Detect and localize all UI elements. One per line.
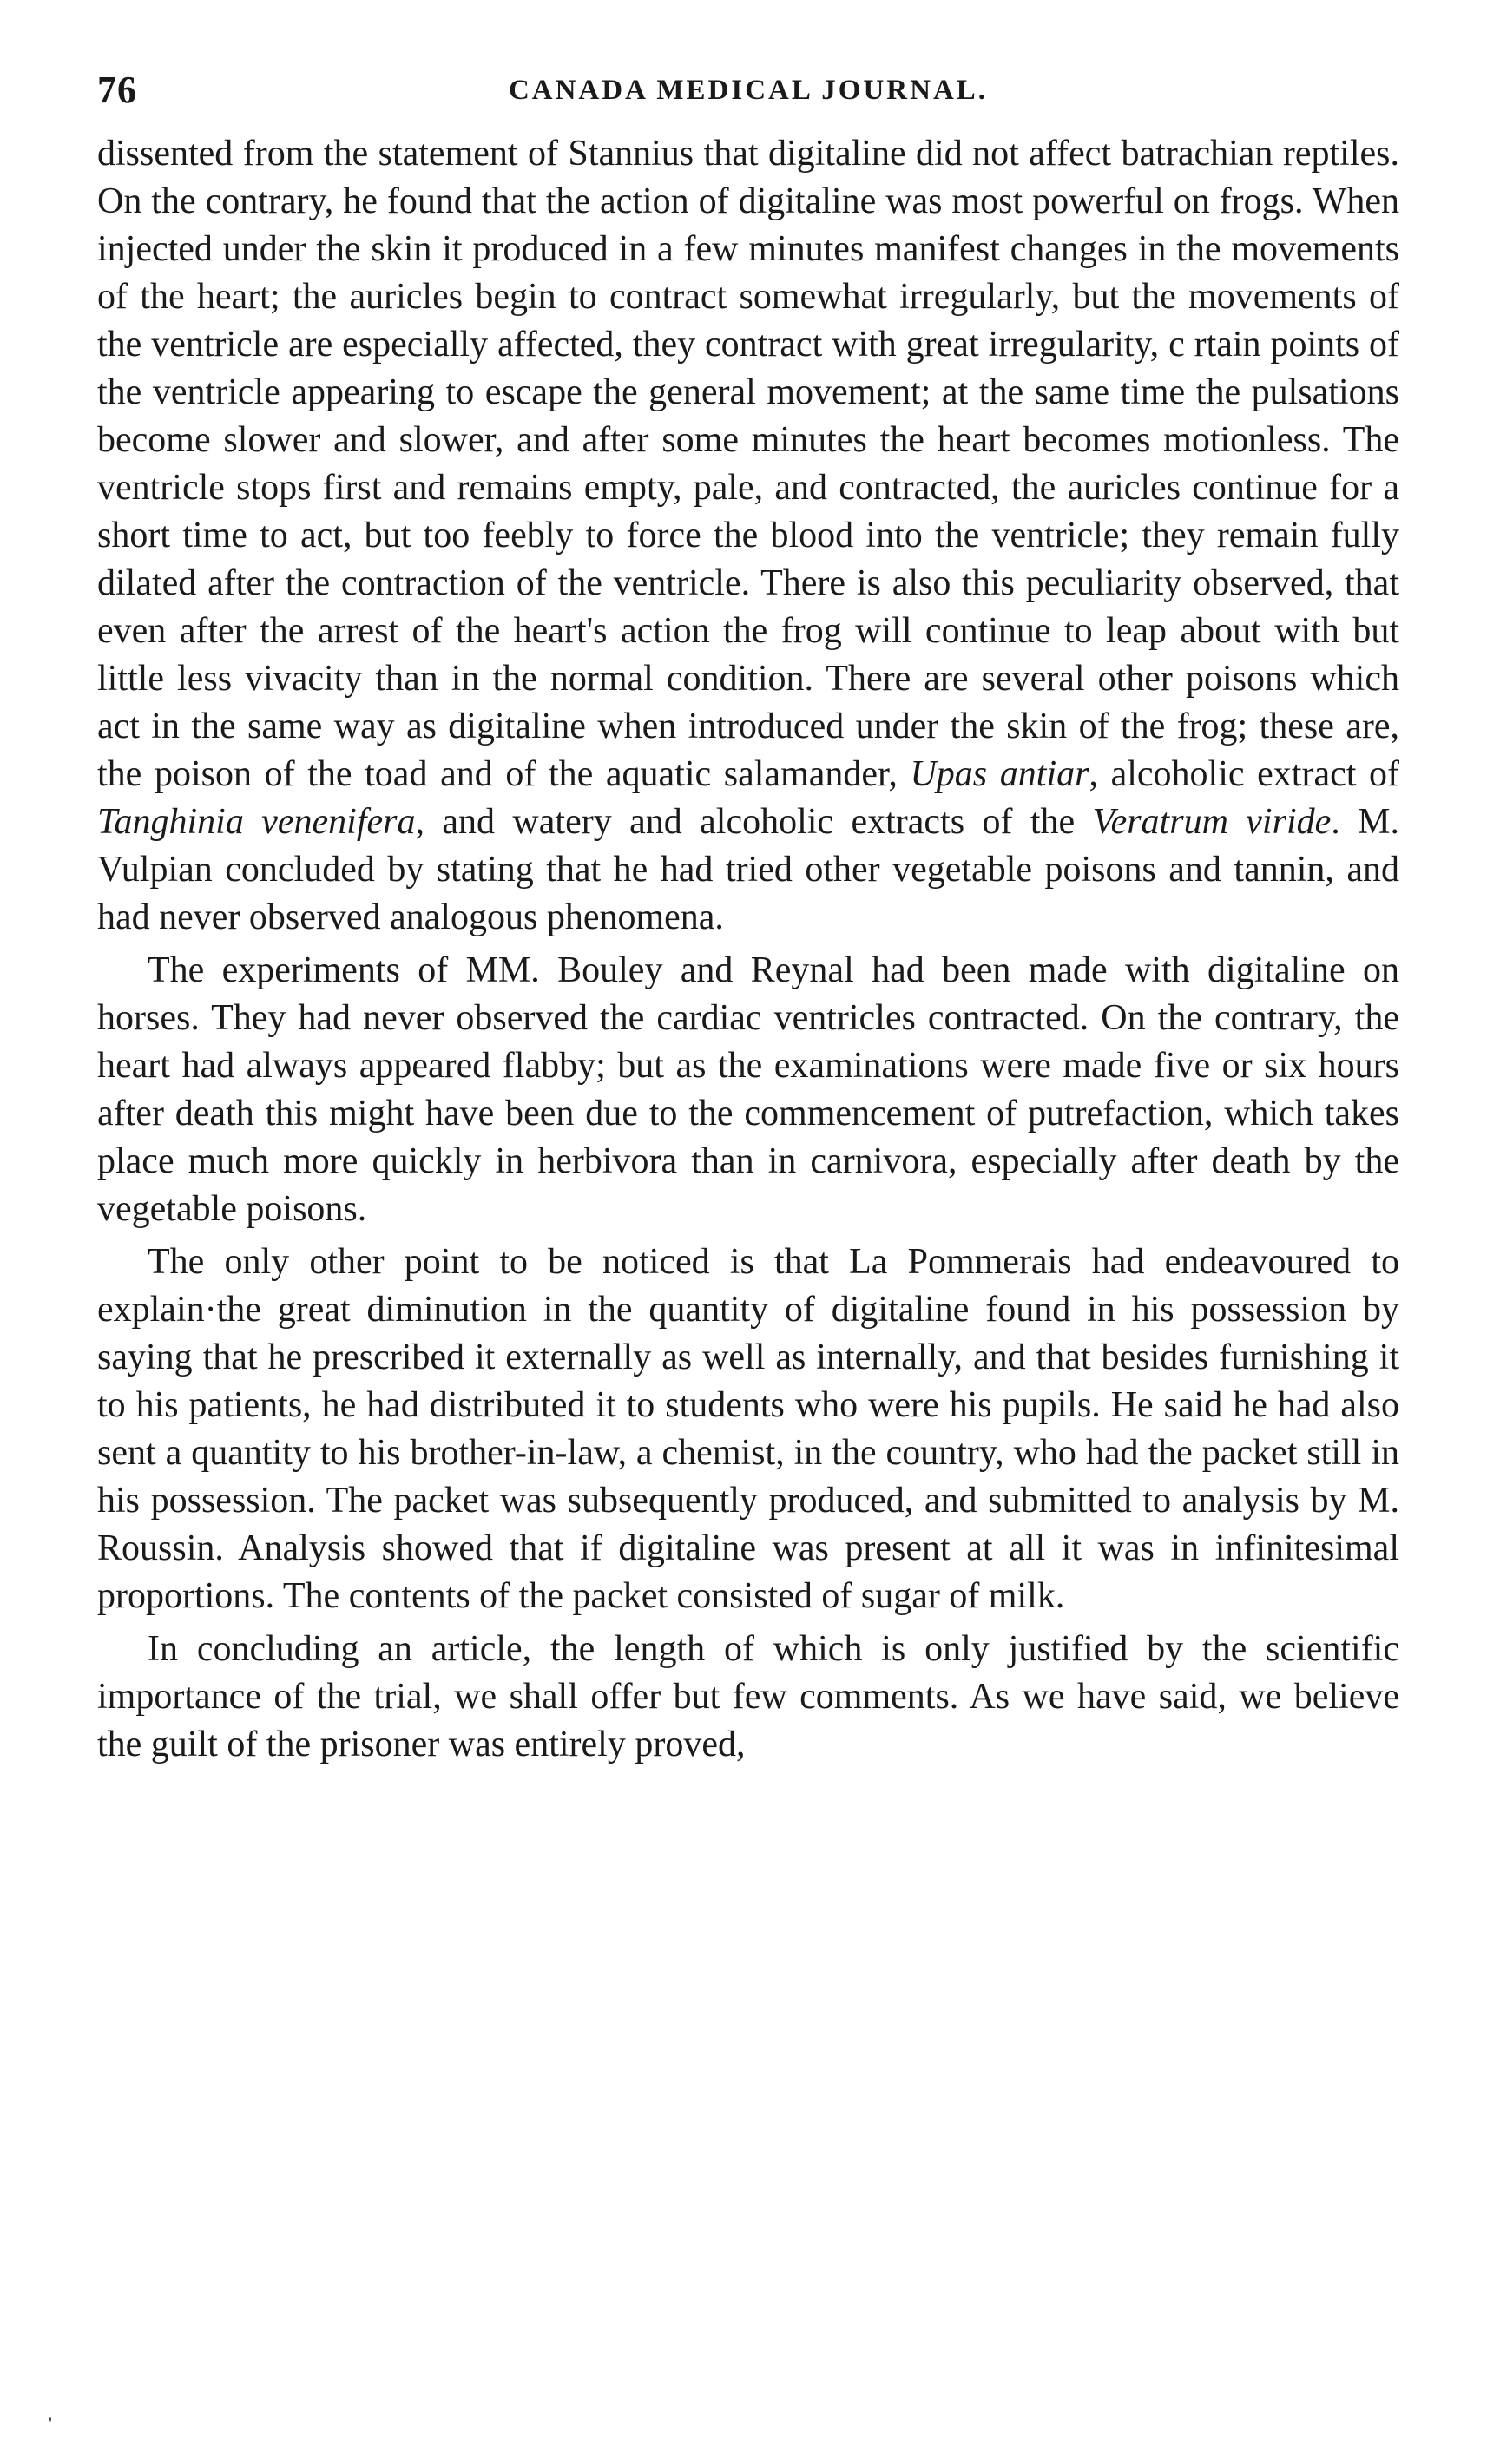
page-header (97, 61, 1399, 130)
paragraph-text: The only other point to be noticed is that La Pommerais had endeavoured to explain·the great diminution in the quantity of digitaline found in his possession by saying that he prescribed it externally as well as internally, and that besides furnishing it to his patients, he had distributed it to students who were his pupils. He said he had also sent a quantity to his brother-in-law, a chemist, in the country, who had the packet still in his possession. The packet was subsequently produced, and submitted to analysis by M. Roussin. Analysis showed that if digitaline was present at all it was in infinitesimal proportions. The contents of the packet consisted of sugar of milk. (97, 1242, 1399, 1616)
italic-text: Upas antiar (910, 754, 1089, 794)
paragraph-text: In concluding an article, the length of which is only justified by the scientific importance of the trial, we shall offer but few comments. As we have said, we believe the guilt of the prisoner was entirely proved, (97, 1629, 1399, 1764)
journal-page (97, 61, 1399, 1769)
paragraph (97, 130, 1399, 942)
paragraph (97, 1239, 1399, 1620)
paragraph (97, 947, 1399, 1233)
paragraph-text: dissented from the statement of Stannius that digitaline did not affect batrachian reptiles. On the contrary, he found that the action of digitaline was most powerful on frogs. When injected under the skin it produced in a few minutes manifest changes in the movements of the heart; the auricles begin to contract somewhat irregularly, but the movements of the ventricle are especially affected, they contract with great irregularity, c rtain points of the ventricle appearing to escape the general movement; at the same time the pulsations become slower and slower, and after some minutes the heart becomes motionless. The ventricle stops first and remains empty, pale, and contracted, the auricles continue for a short time to act, but too feebly to force the blood into the ventricle; they remain fully dilated after the contraction of the ventricle. There is also this peculiarity observed, that even after the arrest of the heart's action the frog will continue to leap about with but little less vivacity than in the normal condition. There are several other poisons which act in the same way as digitaline when introduced under the skin of the frog; these are, the poison of the toad and of the aquatic salamander, (97, 134, 1399, 794)
paragraph-text: , and watery and alcoholic extracts of the (415, 802, 1093, 842)
paragraph-text: The experiments of MM. Bouley and Reynal had been made with digitaline on horses. They had never observed the cardiac ventricles contracted. On the contrary, the heart had always appeared flabby; but as the examinations were made five or six hours after death this might have been due to the commencement of putrefaction, which takes place much more quickly in herbivora than in carnivora, especially after death by the vegetable poisons. (97, 950, 1399, 1229)
italic-text: Tanghinia venenifera (97, 802, 416, 842)
paragraph (97, 1626, 1399, 1769)
article-body (97, 130, 1399, 1769)
italic-text: Veratrum viride (1092, 802, 1332, 842)
page-number: 76 (97, 69, 137, 111)
marginal-mark: ' (49, 2413, 52, 2434)
paragraph-text: . M. Vulpian concluded by stating that he had tried other vegetable poisons and tannin, and had never observed analogous phenomena. (97, 802, 1400, 937)
paragraph-text: , alcoholic extract of (1089, 754, 1400, 794)
running-title: CANADA MEDICAL JOURNAL. (508, 75, 989, 106)
